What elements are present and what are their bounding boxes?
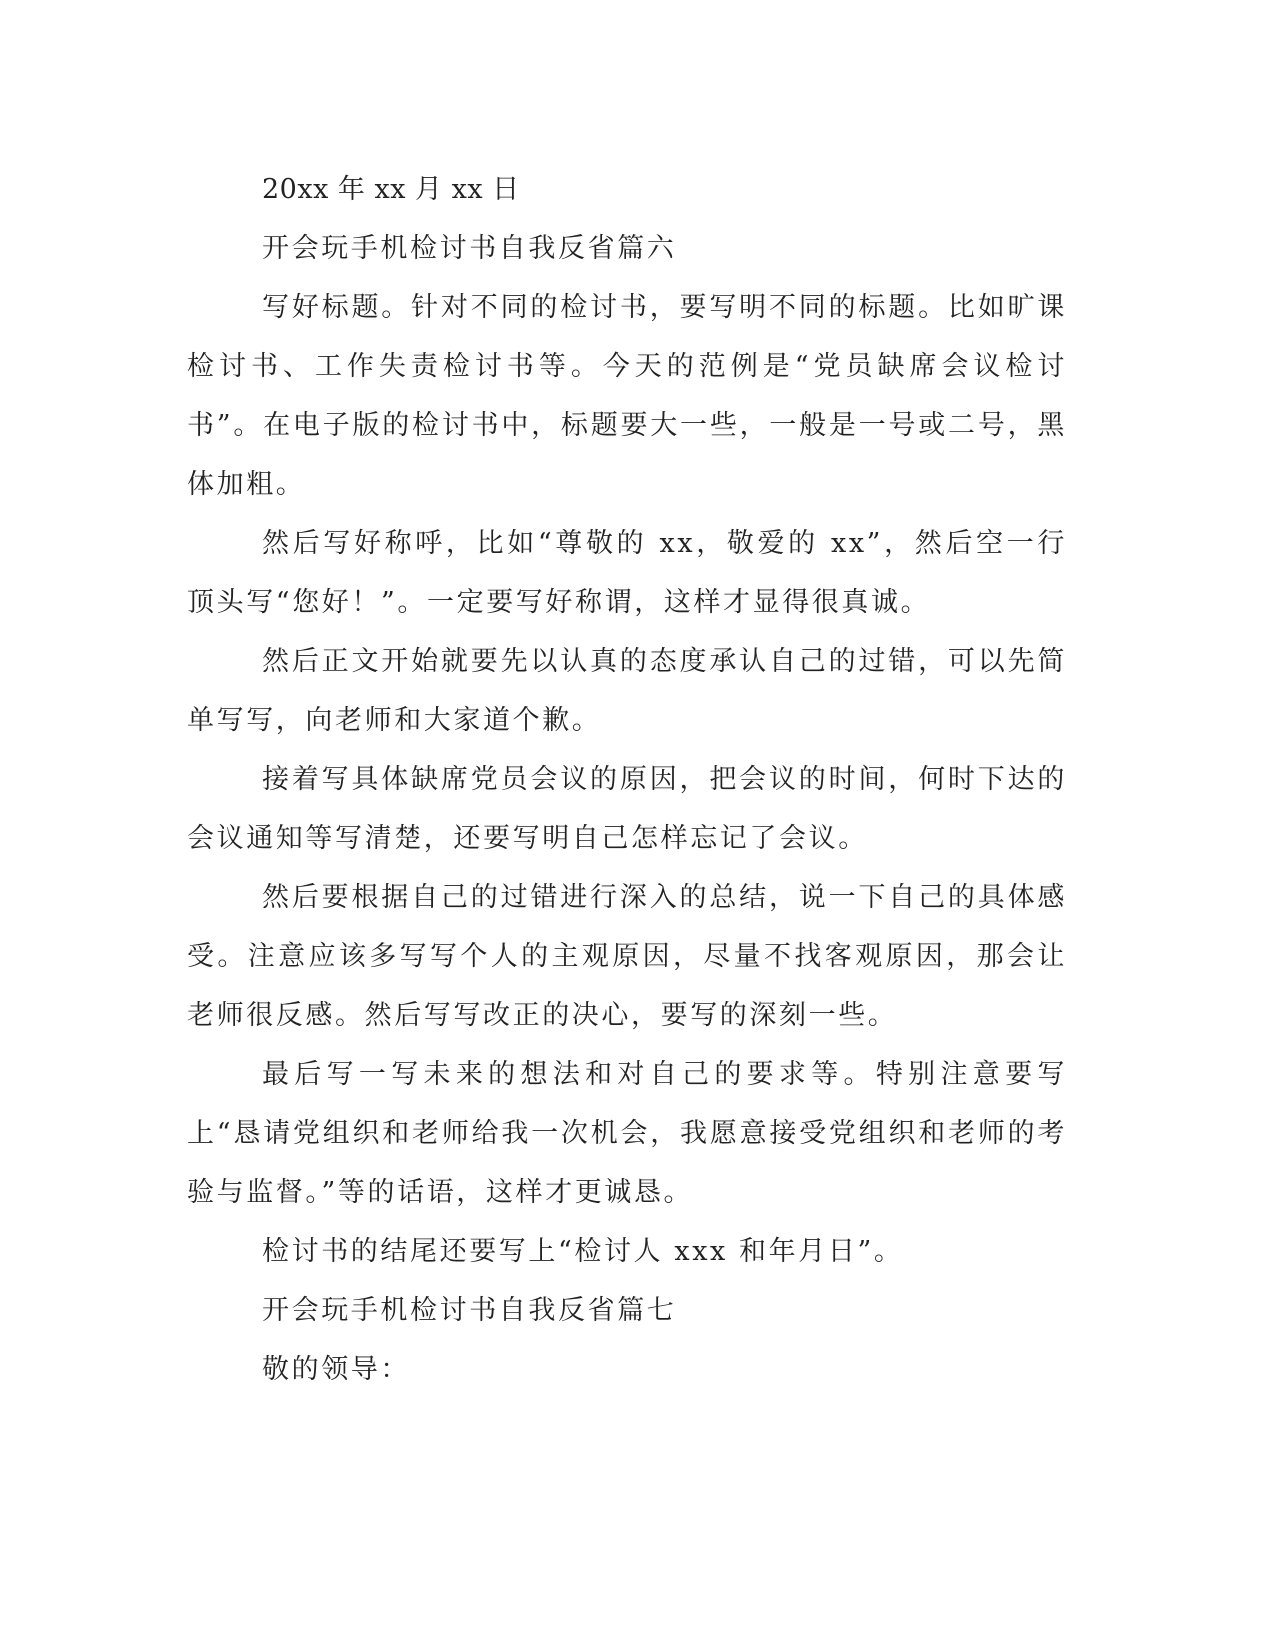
paragraph-ending: 检讨书的结尾还要写上“检讨人 xxx 和年月日”。 <box>262 1236 904 1267</box>
date-line: 20xx 年 xx 月 xx 日 <box>262 174 520 205</box>
paragraph-title-advice: 写好标题。针对不同的检讨书，要写明不同的标题。比如旷课检讨书、工作失责检讨书等。今天的范例是“党员缺席会议检讨书”。在电子版的检讨书中，标题要大一些，一般是一号或二号，黑体加粗。 <box>187 292 1067 500</box>
section-heading-seven: 开会玩手机检讨书自我反省篇七 <box>262 1295 677 1326</box>
document-body <box>187 160 1067 1399</box>
salutation-line: 敬的领导： <box>262 1354 410 1385</box>
paragraph-admit-fault: 然后正文开始就要先以认真的态度承认自己的过错，可以先简单写写，向老师和大家道个歉。 <box>187 646 1067 736</box>
paragraph-salutation-advice: 然后写好称呼，比如“尊敬的 xx，敬爱的 xx”，然后空一行顶头写“您好！”。一定要写好称谓，这样才显得很真诚。 <box>187 528 1067 618</box>
section-heading-six: 开会玩手机检讨书自我反省篇六 <box>262 233 677 264</box>
paragraph-reason: 接着写具体缺席党员会议的原因，把会议的时间，何时下达的会议通知等写清楚，还要写明自己怎样忘记了会议。 <box>187 764 1067 854</box>
paragraph-future: 最后写一写未来的想法和对自己的要求等。特别注意要写上“恳请党组织和老师给我一次机会，我愿意接受党组织和老师的考验与监督。”等的话语，这样才更诚恳。 <box>187 1059 1067 1208</box>
paragraph-summary: 然后要根据自己的过错进行深入的总结，说一下自己的具体感受。注意应该多写写个人的主观原因，尽量不找客观原因，那会让老师很反感。然后写写改正的决心，要写的深刻一些。 <box>187 882 1067 1031</box>
